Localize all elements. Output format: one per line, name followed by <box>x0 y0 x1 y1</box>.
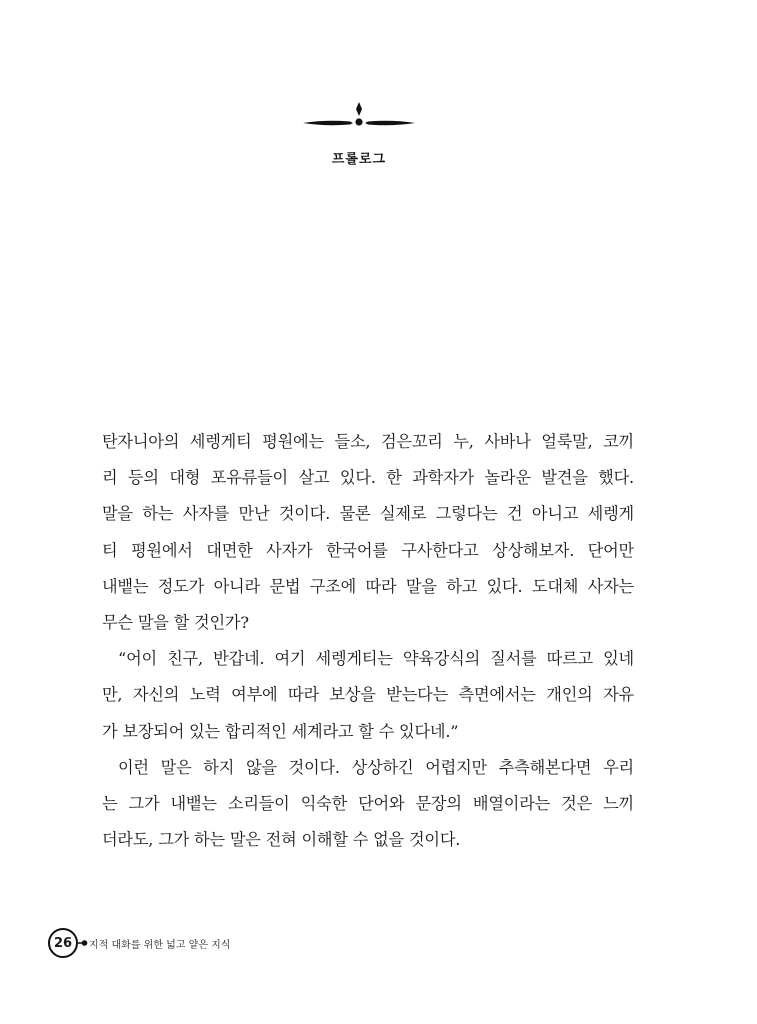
paragraph <box>102 424 634 641</box>
text-line: “어이 친구, 반갑네. 여기 세렝게티는 약육강식의 질서를 따르고 있네 <box>118 649 634 669</box>
text-line: 는 그가 내뱉는 소리들이 익숙한 단어와 문장의 배열이라는 것은 느끼 <box>102 793 634 813</box>
bullet-connector-icon <box>78 936 88 950</box>
page-footer <box>48 926 230 960</box>
text-line: 이런 말은 하지 않을 것이다. 상상하긴 어렵지만 추측해본다면 우리 <box>118 757 634 777</box>
text-line: 티 평원에서 대면한 사자가 한국어를 구사한다고 상상해보자. 단어만 <box>102 540 634 560</box>
page-number: 26 <box>48 928 78 958</box>
paragraph <box>102 641 634 750</box>
body-text <box>102 424 634 858</box>
text-line: 가 보장되어 있는 합리적인 세계라고 할 수 있다네.” <box>102 721 459 741</box>
text-line: 말을 하는 사자를 만난 것이다. 물론 실제로 그렇다는 건 아니고 세렝게 <box>102 504 634 524</box>
text-line: 내뱉는 정도가 아니라 문법 구조에 따라 말을 하고 있다. 도대체 사자는 <box>102 576 634 596</box>
text-line: 만, 자신의 노력 여부에 따라 보상을 받는다는 측면에서는 개인의 자유 <box>102 685 634 705</box>
chapter-title: 프롤로그 <box>331 152 387 167</box>
text-line: 무슨 말을 할 것인가? <box>102 612 249 632</box>
paragraph <box>102 750 634 859</box>
ornament-divider-icon <box>300 100 418 140</box>
text-line: 탄자니아의 세렝게티 평원에는 들소, 검은꼬리 누, 사바나 얼룩말, 코끼 <box>102 432 634 451</box>
text-line: 리 등의 대형 포유류들이 살고 있다. 한 과학자가 놀라운 발견을 했다. <box>102 468 634 488</box>
text-line: 더라도, 그가 하는 말은 전혀 이해할 수 없을 것이다. <box>102 830 461 850</box>
book-title: 지적 대화를 위한 넓고 얕은 지식 <box>89 939 231 951</box>
